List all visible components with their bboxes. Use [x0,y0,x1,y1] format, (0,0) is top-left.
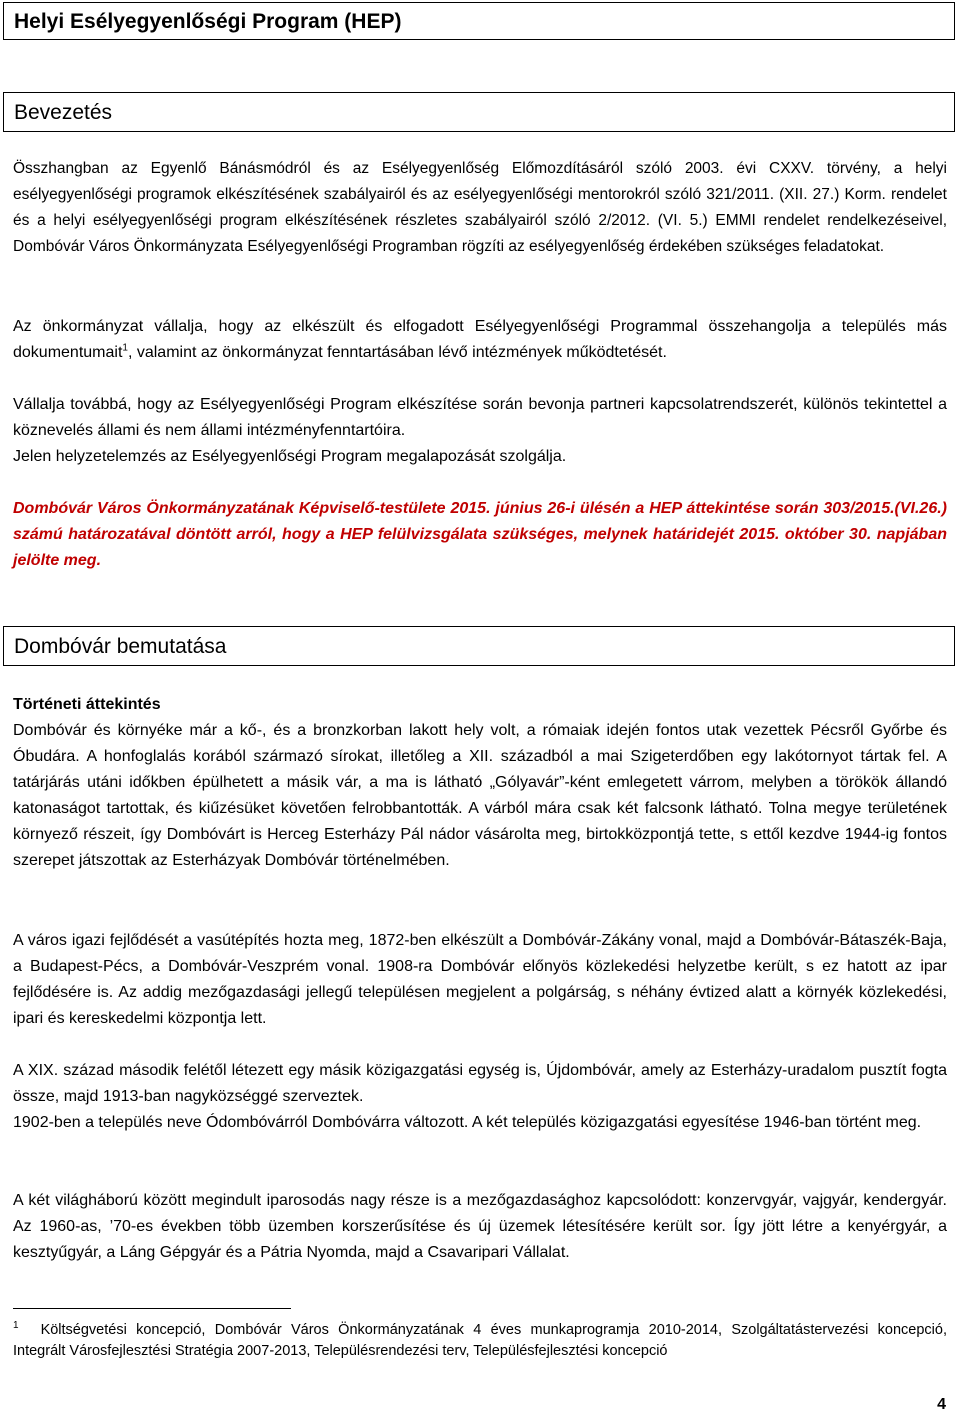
intro-paragraph-legal-basis: Összhangban az Egyenlő Bánásmódról és az Esélyegyenlőség Előmozdításáról szóló 2003. évi CXXV. törvény, a helyi esélyegyenlőségi programok elkészítésének szabályairól és az esélyegyenlőségi mentorokról szóló 321/2011. (XII. 27.) Korm. rendelet és a helyi esélyegyenlőségi program elkészítésének részletes szabályairól szóló 2/2012. (VI. 5.) EMMI rendelet rendelkezéseivel, Dombóvár Város Önkormányzata Esélyegyenlőségi Programban rögzíti az esélyegyenlőség érdekében szükséges feladatokat. [13,160,947,255]
history-paragraph-railway: A város igazi fejlődését a vasútépítés hozta meg, 1872-ben elkészült a Dombóvár-Zákány vonal, majd a Dombóvár-Bátaszék-Baja, a Budapest-Pécs, a Dombóvár-Veszprém vonal. 1908-ra Dombóvár előnyös közlekedési helyzetbe került, s ez hatott az ipar fejlődésére is. Az addig mezőgazdasági jellegű településen megjelent a polgárság, s néhány évtized alatt a környék közlekedési, ipari és kereskedelmi központja lett. [13,932,947,1027]
footnote [13,1320,947,1362]
page-number: 4 [937,1396,946,1413]
history-paragraph-industry: A két világháború között megindult iparosodás nagy része is a mezőgazdasághoz kapcsolódott: konzervgyár, vajgyár, kendergyár. Az 1960-as, ’70-es években több üzemben korszerűsítése és új üzemek létesítésére került sor. Így jött létre a kenyérgyár, a kesztyűgyár, a Láng Gépgyár és a Pátria Nyomda, majd a Csavaripari Vállalat. [13,1192,947,1261]
history-paragraph-unification: 1902-ben a település neve Ódombóvárról Dombóvárra változott. A két település közigazgatási egyesítése 1946-ban történt meg. [13,1114,922,1131]
intro-paragraph-commitment-text: Az önkormányzat vállalja, hogy az elkészült és elfogadott Esélyegyenlőségi Programmal összehangolja a település más dokumentumait [13,318,947,361]
document-title: Helyi Esélyegyenlőségi Program (HEP) [3,2,955,40]
history-paragraph-ujdombovar: A XIX. század második felétől létezett egy másik közigazgatási egység is, Újdombóvár, amely az Esterházy-uradalom pusztít fogta össze, majd 1913-ban nagyközséggé szerveztek. [13,1062,947,1105]
intro-paragraph-commitment-text-end: , valamint az önkormányzat fenntartásában lévő intézmények működtetését. [127,344,667,361]
intro-paragraph-partners: Vállalja továbbá, hogy az Esélyegyenlőségi Program elkészítése során bevonja partneri kapcsolatrendszerét, különös tekintettel a köznevelés állami és nem állami intézményfenntartóira. [13,396,947,439]
history-subheading: Történeti áttekintés [13,696,161,713]
footnote-separator [13,1308,291,1309]
history-paragraph-early: Dombóvár és környéke már a kő-, és a bronzkorban lakott hely volt, a rómaiak idején fontos utak vezettek Pécsről Győrbe és Óbudára. A honfoglalás korából származó sírokat, illetőleg a XII. századból a mai Szigeterdőben egy lakótornyot tártak fel. A tatárjárás utáni időkben épülhetett a másik vár, a ma is látható „Gólyavár”-ként emlegetett várrom, melyben a törökök állandó katonaságot tartottak, és kiűzésüket követően felrobbantották. A várból mára csak két falcsonk látható. Tolna megye területének környező részeit, így Dombóvárt is Herceg Esterházy Pál nádor vásárolta meg, birtokközpontjá tette, s ettől kezdve 1944-ig fontos szerepet játszottak az Esterházyak Dombóvár történelmében. [13,722,947,869]
intro-paragraph-purpose: Jelen helyzetelemzés az Esélyegyenlőségi Program megalapozását szolgálja. [13,448,567,465]
footnote-text: Költségvetési koncepció, Dombóvár Város Önkormányzatának 4 éves munkaprogramja 2010-2014, Szolgáltatástervezési koncepció, Integrált Városfejlesztési Stratégia 2007-2013, Településrendezési terv, Településfejlesztési koncepció [13,1322,947,1359]
review-decision-notice: Dombóvár Város Önkormányzatának Képviselő-testülete 2015. június 26-i ülésén a HEP áttekintése során 303/2015.(VI.26.) számú határozatával döntött arról, hogy a HEP felülvizsgálata szükséges, melynek határidejét 2015. október 30. napjában jelölte meg. [13,500,947,569]
intro-heading: Bevezetés [3,92,955,132]
intro-paragraph-commitment [13,314,947,366]
footnote-reference[interactable]: 1 [122,342,128,354]
section-heading: Dombóvár bemutatása [3,626,955,666]
footnote-mark: 1 [13,1320,19,1332]
